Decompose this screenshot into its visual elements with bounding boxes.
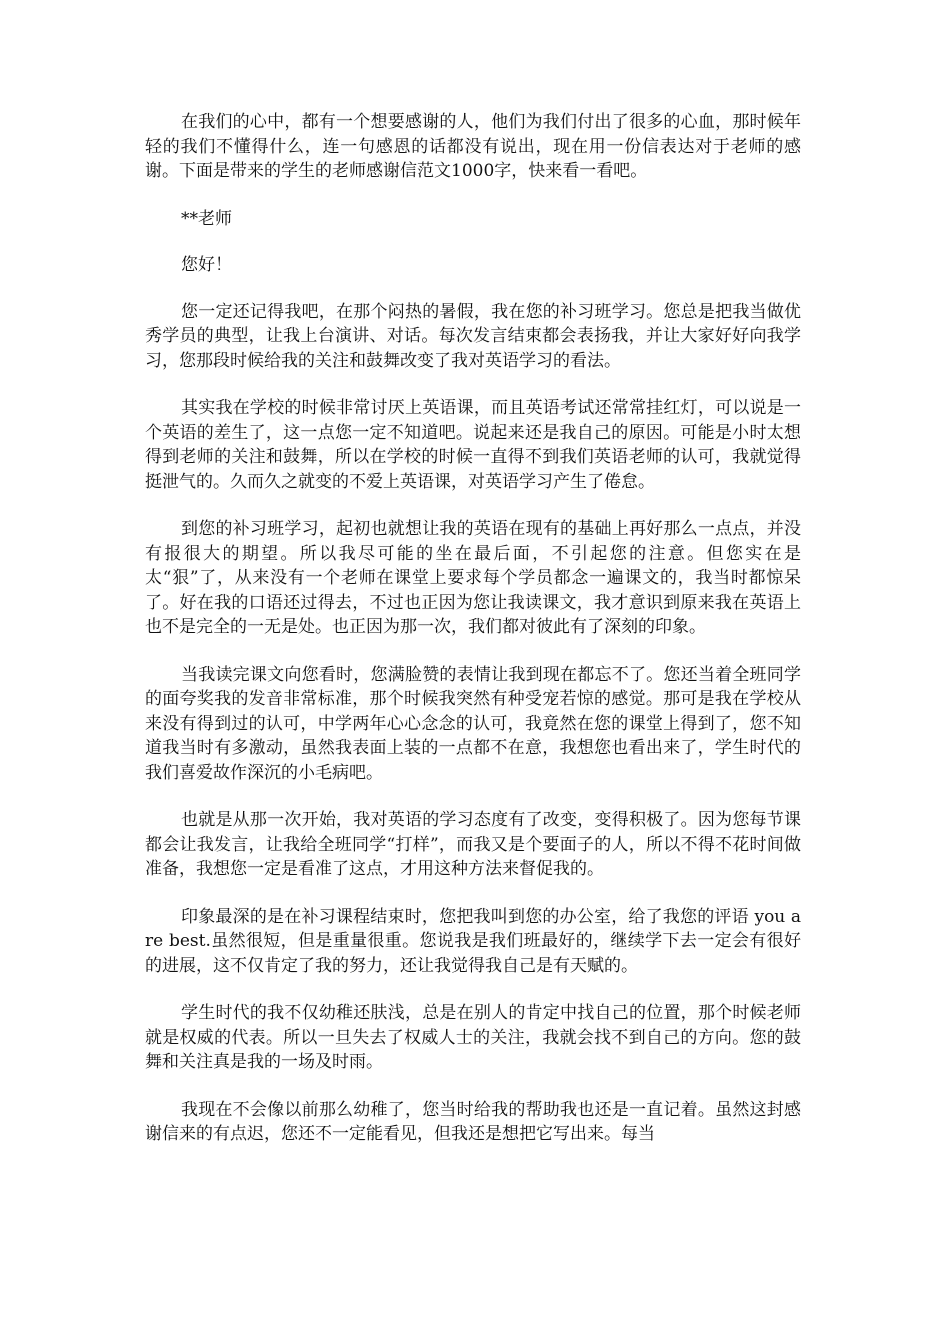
- body-paragraph: 印象最深的是在补习课程结束时，您把我叫到您的办公室，给了我您的评语 you are best.虽然很短，但是重量很重。您说我是我们班最好的，继续学下去一定会有很好的进展，这不仅肯定了我的努力，还让我觉得我自己是有天赋的。: [145, 906, 801, 976]
- body-paragraph: 我现在不会像以前那么幼稚了，您当时给我的帮助我也还是一直记着。虽然这封感谢信来的有点迟，您还不一定能看见，但我还是想把它写出来。每当: [145, 1099, 801, 1144]
- body-paragraph: 也就是从那一次开始，我对英语的学习态度有了改变，变得积极了。因为您每节课都会让我发言，让我给全班同学“打样”，而我又是个要面子的人，所以不得不花时间做准备，我想您一定是看准了这点，才用这种方法来督促我的。: [145, 810, 801, 879]
- body-paragraph: 您一定还记得我吧，在那个闷热的暑假，我在您的补习班学习。您总是把我当做优秀学员的典型，让我上台演讲、对话。每次发言结束都会表扬我，并让大家好好向我学习，您那段时候给我的关注和鼓舞改变了我对英语学习的看法。: [145, 301, 801, 371]
- salutation-name: **老师: [181, 208, 232, 229]
- letter-body: [145, 110, 801, 1170]
- body-paragraph: 当我读完课文向您看时，您满脸赞的表情让我到现在都忘不了。您还当着全班同学的面夸奖我的发音非常标准，那个时候我突然有种受宠若惊的感觉。那可是我在学校从来没有得到过的认可，中学两年心心念念的认可，我竟然在您的课堂上得到了，您不知道我当时有多激动，虽然我表面上装的一点都不在意，我想您也看出来了，学生时代的我们喜爱故作深沉的小毛病吧。: [145, 664, 801, 783]
- body-paragraph: 到您的补习班学习，起初也就想让我的英语在现有的基础上再好那么一点点，并没有报很大的期望。所以我尽可能的坐在最后面，不引起您的注意。但您实在是太“狠”了，从来没有一个老师在课堂上要求每个学员都念一遍课文的，我当时都惊呆了。好在我的口语还过得去，不过也正因为您让我读课文，我才意识到原来我在英语上也不是完全的一无是处。也正因为那一次，我们都对彼此有了深刻的印象。: [145, 519, 801, 637]
- intro-paragraph: 在我们的心中，都有一个想要感谢的人，他们为我们付出了很多的心血，那时候年轻的我们不懂得什么，连一句感恩的话都没有说出，现在用一份信表达对于老师的感谢。下面是带来的学生的老师感谢信范文1000字，快来看一看吧。: [145, 112, 801, 181]
- greeting: 您好！: [181, 255, 232, 275]
- body-paragraph: 其实我在学校的时候非常讨厌上英语课，而且英语考试还常常挂红灯，可以说是一个英语的差生了，这一点您一定不知道吧。说起来还是我自己的原因。可能是小时太想得到老师的关注和鼓舞，所以在学校的时候一直得不到我们英语老师的认可，我就觉得挺泄气的。久而久之就变的不爱上英语课，对英语学习产生了倦怠。: [145, 398, 801, 492]
- body-paragraph: 学生时代的我不仅幼稚还肤浅，总是在别人的肯定中找自己的位置，那个时候老师就是权威的代表。所以一旦失去了权威人士的关注，我就会找不到自己的方向。您的鼓舞和关注真是我的一场及时雨。: [145, 1003, 801, 1072]
